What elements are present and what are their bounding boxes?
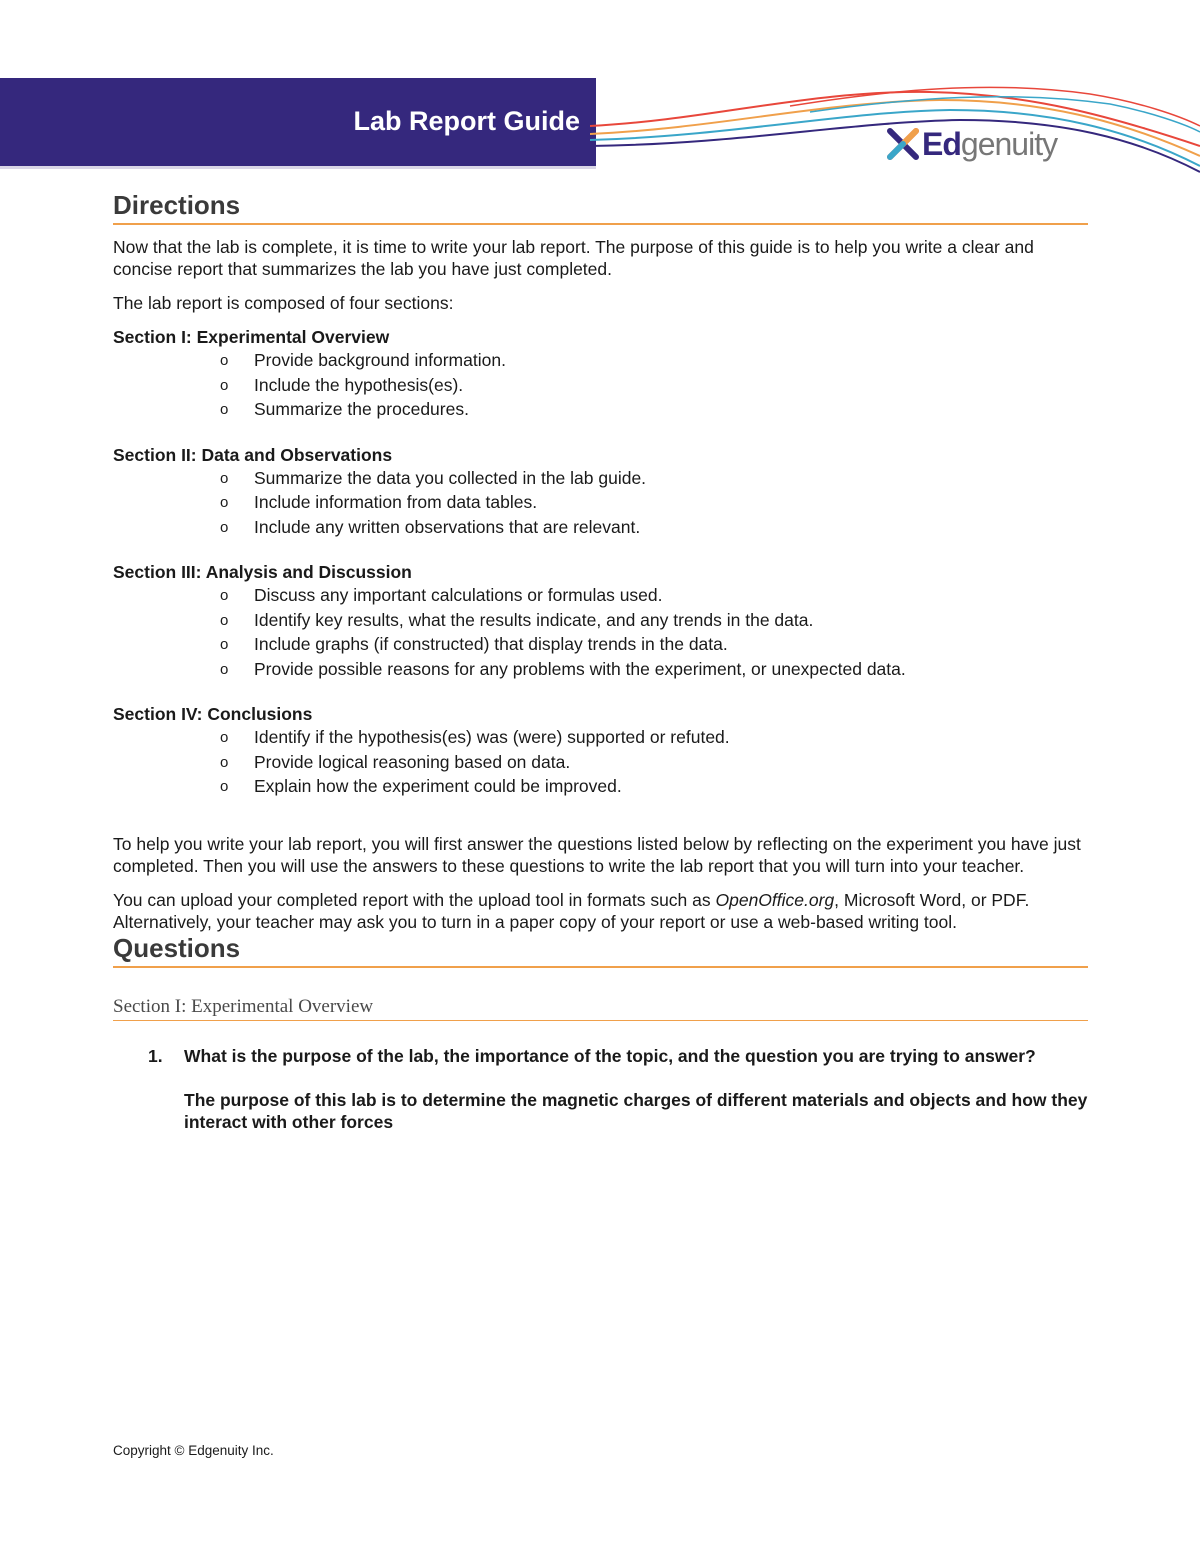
bullet-marker: o (220, 401, 229, 418)
section-block (113, 444, 1088, 540)
list-item-text: Provide possible reasons for any problems with the experiment, or unexpected data. (254, 658, 906, 679)
question-item (113, 1045, 1088, 1133)
bullet-marker: o (220, 660, 229, 678)
list-item-text: Include any written observations that are relevant. (254, 516, 641, 537)
list-item-text: Provide background information. (254, 350, 506, 370)
list-item-text: Explain how the experiment could be improved. (254, 776, 622, 796)
list-item (113, 348, 1088, 373)
help-text: To help you write your lab report, you will first answer the questions listed below by reflecting on the experiment you have just completed. Then you will use the answers to these questions to write the lab report that you will turn into your teacher. (113, 833, 1081, 876)
list-item (113, 515, 1088, 540)
question-number: 1. (148, 1045, 163, 1066)
list-item-text: Identify key results, what the results indicate, and any trends in the data. (254, 609, 814, 630)
list-item-text: Include the hypothesis(es). (254, 374, 464, 395)
document-title: Lab Report Guide (353, 106, 580, 136)
list-item-text: Discuss any important calculations or formulas used. (254, 585, 663, 605)
copyright-footer: Copyright © Edgenuity Inc. (113, 1443, 274, 1458)
section-block (113, 703, 1088, 799)
bullet-marker: o (220, 753, 229, 771)
section-title: Section I: Experimental Overview (113, 327, 390, 347)
list-item-text: Provide logical reasoning based on data. (254, 751, 571, 772)
upload-text (113, 889, 1088, 933)
section-title: Section II: Data and Observations (113, 444, 393, 465)
bullet-list (113, 725, 1088, 799)
bullet-list (113, 583, 1088, 681)
list-item (113, 725, 1088, 750)
upload-text-before: You can upload your completed report with the upload tool in formats such as (113, 889, 716, 910)
bullet-marker: o (220, 518, 229, 536)
section-title: Section III: Analysis and Discussion (113, 562, 412, 582)
document-body (113, 190, 1088, 1133)
list-item (113, 490, 1088, 515)
answer-text: The purpose of this lab is to determine the magnetic charges of different materials and objects and how they interact with other forces (184, 1089, 1088, 1132)
list-item (113, 397, 1088, 422)
list-item-text: Summarize the data you collected in the lab guide. (254, 467, 647, 488)
list-item (113, 774, 1088, 799)
list-item-text: Include graphs (if constructed) that display trends in the data. (254, 634, 728, 654)
logo-text-genuity: genuity (960, 126, 1058, 162)
list-item (113, 373, 1088, 398)
question-text: What is the purpose of the lab, the importance of the topic, and the question you are trying to answer? (184, 1045, 1036, 1066)
list-item-text: Include information from data tables. (254, 492, 538, 512)
bullet-marker: o (220, 636, 229, 653)
section-title: Section IV: Conclusions (113, 704, 313, 724)
bullet-marker: o (220, 494, 229, 511)
edgenuity-logo (886, 124, 1057, 164)
bullet-marker: o (220, 611, 229, 629)
section-block (113, 326, 1088, 422)
logo-text-ed: Ed (922, 126, 961, 162)
upload-text-italic: OpenOffice.org (715, 889, 835, 910)
bullet-marker: o (220, 729, 229, 746)
bullet-marker: o (220, 587, 229, 604)
list-item-text: Summarize the procedures. (254, 399, 469, 419)
header-band (0, 78, 596, 166)
list-item (113, 466, 1088, 491)
bullet-list (113, 466, 1088, 540)
bullet-marker: o (220, 778, 229, 795)
directions-heading: Directions (113, 190, 1088, 225)
upload-text-after: , Microsoft Word, or PDF. Alternatively, your teacher may ask you to turn in a paper copy of your report or use a web-based writing tool. (113, 889, 1030, 932)
section-block (113, 561, 1088, 681)
list-item (113, 583, 1088, 608)
edgenuity-x-icon (886, 127, 920, 161)
bullet-marker: o (220, 376, 229, 394)
directions-intro: Now that the lab is complete, it is time to write your lab report. The purpose of this guide is to help you write a clear and concise report that summarizes the lab you have just completed. (113, 237, 1034, 279)
bullet-marker: o (220, 352, 229, 369)
list-item-text: Identify if the hypothesis(es) was (were) supported or refuted. (254, 727, 730, 747)
composed-text: The lab report is composed of four sections: (113, 293, 454, 313)
bullet-list (113, 348, 1088, 422)
questions-heading: Questions (113, 933, 1088, 968)
list-item (113, 657, 1088, 682)
bullet-marker: o (220, 469, 229, 487)
list-item (113, 750, 1088, 775)
questions-subheading: Section I: Experimental Overview (113, 996, 1088, 1021)
list-item (113, 608, 1088, 633)
list-item (113, 632, 1088, 657)
